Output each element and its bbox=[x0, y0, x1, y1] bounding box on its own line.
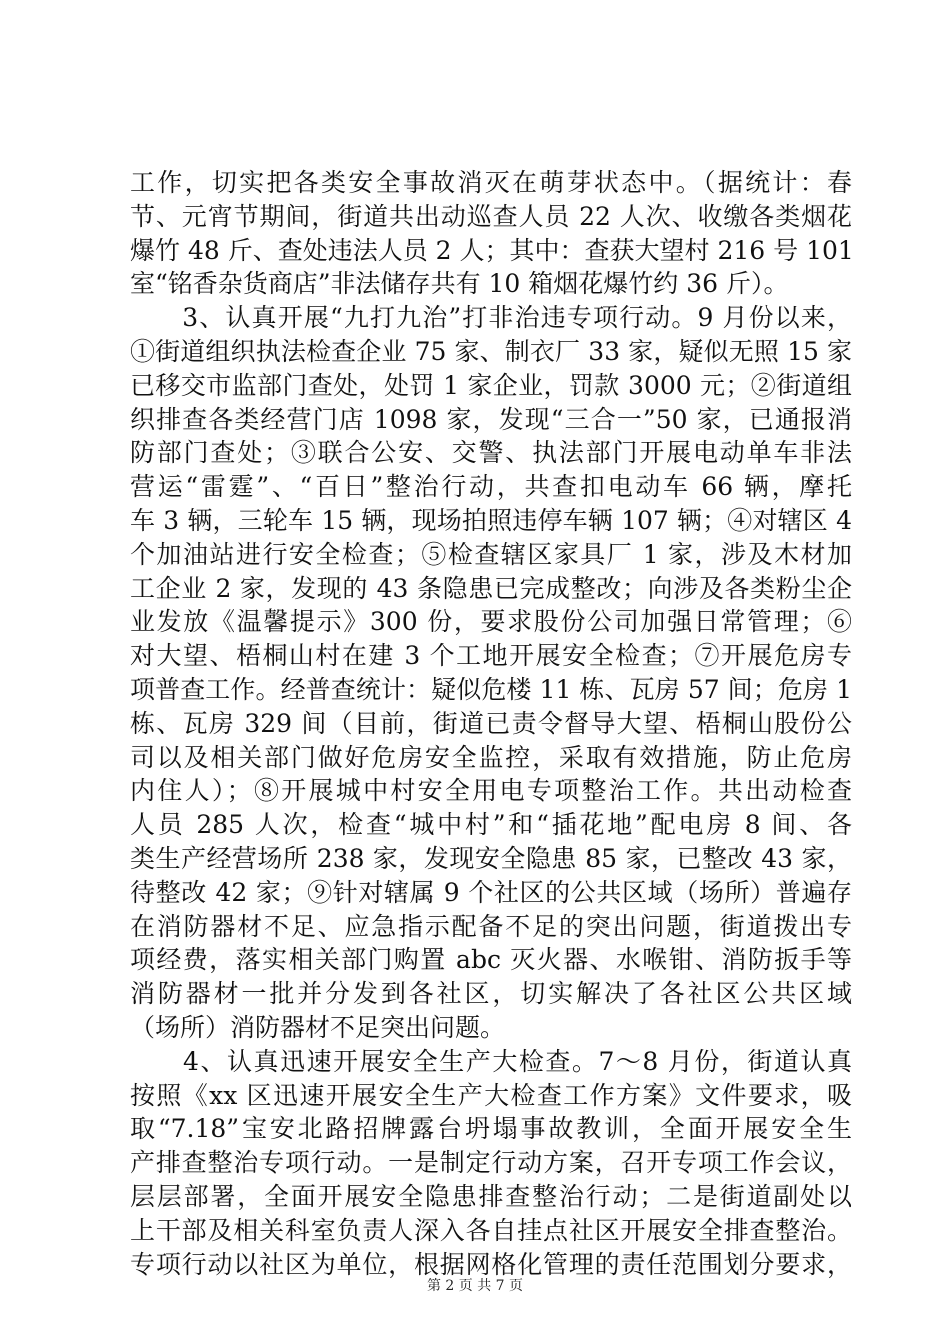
text-line: 层层部署，全面开展安全隐患排查整治行动；二是街道副处以 bbox=[130, 1181, 852, 1211]
text-line: 4、认真迅速开展安全生产大检查。7～8 月份，街道认真 bbox=[130, 1046, 852, 1076]
text-line: 项经费，落实相关部门购置 abc 灭火器、水喉钳、消防扳手等 bbox=[130, 945, 852, 975]
text-line: （场所）消防器材不足突出问题。 bbox=[130, 1012, 506, 1042]
text-line: 待整改 42 家；⑨针对辖属 9 个社区的公共区域（场所）普遍存 bbox=[130, 877, 852, 907]
text-line: 上干部及相关科室负责人深入各自挂点社区开展安全排查整治。 bbox=[130, 1215, 852, 1245]
text-line: 对大望、梧桐山村在建 3 个工地开展安全检查；⑦开展危房专 bbox=[130, 641, 852, 671]
text-line: 防部门查处；③联合公安、交警、执法部门开展电动单车非法 bbox=[130, 438, 852, 468]
text-line: 节、元宵节期间，街道共出动巡查人员 22 人次、收缴各类烟花 bbox=[130, 201, 852, 231]
text-line: 营运“雷霆”、“百日”整治行动，共查扣电动车 66 辆，摩托 bbox=[130, 472, 852, 502]
text-line: 产排查整治专项行动。一是制定行动方案，召开专项工作会议， bbox=[130, 1148, 852, 1178]
text-line: 栋、瓦房 329 间（目前，街道已责令督导大望、梧桐山股份公 bbox=[130, 708, 852, 738]
page-footer: 第 2 页 共 7 页 bbox=[426, 1278, 524, 1294]
text-line: 3、认真开展“九打九治”打非治违专项行动。9 月份以来， bbox=[130, 303, 852, 333]
text-line: 业发放《温馨提示》300 份，要求股份公司加强日常管理；⑥ bbox=[130, 607, 852, 637]
text-line: 消防器材一批并分发到各社区，切实解决了各社区公共区域 bbox=[130, 979, 852, 1009]
text-line: 工作，切实把各类安全事故消灭在萌芽状态中。（据统计：春 bbox=[130, 168, 852, 197]
text-line: 个加油站进行安全检查；⑤检查辖区家具厂 1 家，涉及木材加 bbox=[130, 539, 852, 569]
text-line: 人员 285 人次，检查“城中村”和“插花地”配电房 8 间、各 bbox=[130, 810, 852, 840]
text-line: 内住人）；⑧开展城中村安全用电专项整治工作。共出动检查 bbox=[130, 776, 852, 806]
text-line: 工企业 2 家，发现的 43 条隐患已完成整改；向涉及各类粉尘企 bbox=[130, 573, 852, 603]
text-line: 按照《xx 区迅速开展安全生产大检查工作方案》文件要求，吸 bbox=[130, 1080, 852, 1110]
text-line: 已移交市监部门查处，处罚 1 家企业，罚款 3000 元；②街道组 bbox=[130, 370, 852, 400]
text-line: 车 3 辆，三轮车 15 辆，现场拍照违停车辆 107 辆；④对辖区 4 bbox=[130, 505, 852, 535]
text-line: 项普查工作。经普查统计：疑似危楼 11 栋、瓦房 57 间；危房 1 bbox=[130, 674, 852, 704]
text-line: 室“铭香杂货商店”非法储存共有 10 箱烟花爆竹约 36 斤）。 bbox=[130, 269, 789, 299]
text-line: 取“7.18”宝安北路招牌露台坍塌事故教训，全面开展安全生 bbox=[130, 1114, 852, 1144]
document-body bbox=[130, 166, 852, 1281]
text-line: ①街道组织执法检查企业 75 家、制衣厂 33 家，疑似无照 15 家 bbox=[130, 336, 852, 366]
text-line: 织排查各类经营门店 1098 家，发现“三合一”50 家，已通报消 bbox=[130, 404, 852, 434]
text-line: 类生产经营场所 238 家，发现安全隐患 85 家，已整改 43 家， bbox=[130, 843, 852, 873]
text-line: 司以及相关部门做好危房安全监控，采取有效措施，防止危房 bbox=[130, 742, 852, 772]
text-line: 在消防器材不足、应急指示配备不足的突出问题，街道拨出专 bbox=[130, 911, 852, 941]
text-line: 专项行动以社区为单位，根据网格化管理的责任范围划分要求， bbox=[130, 1249, 852, 1279]
text-line: 爆竹 48 斤、查处违法人员 2 人；其中：查获大望村 216 号 101 bbox=[130, 235, 854, 265]
